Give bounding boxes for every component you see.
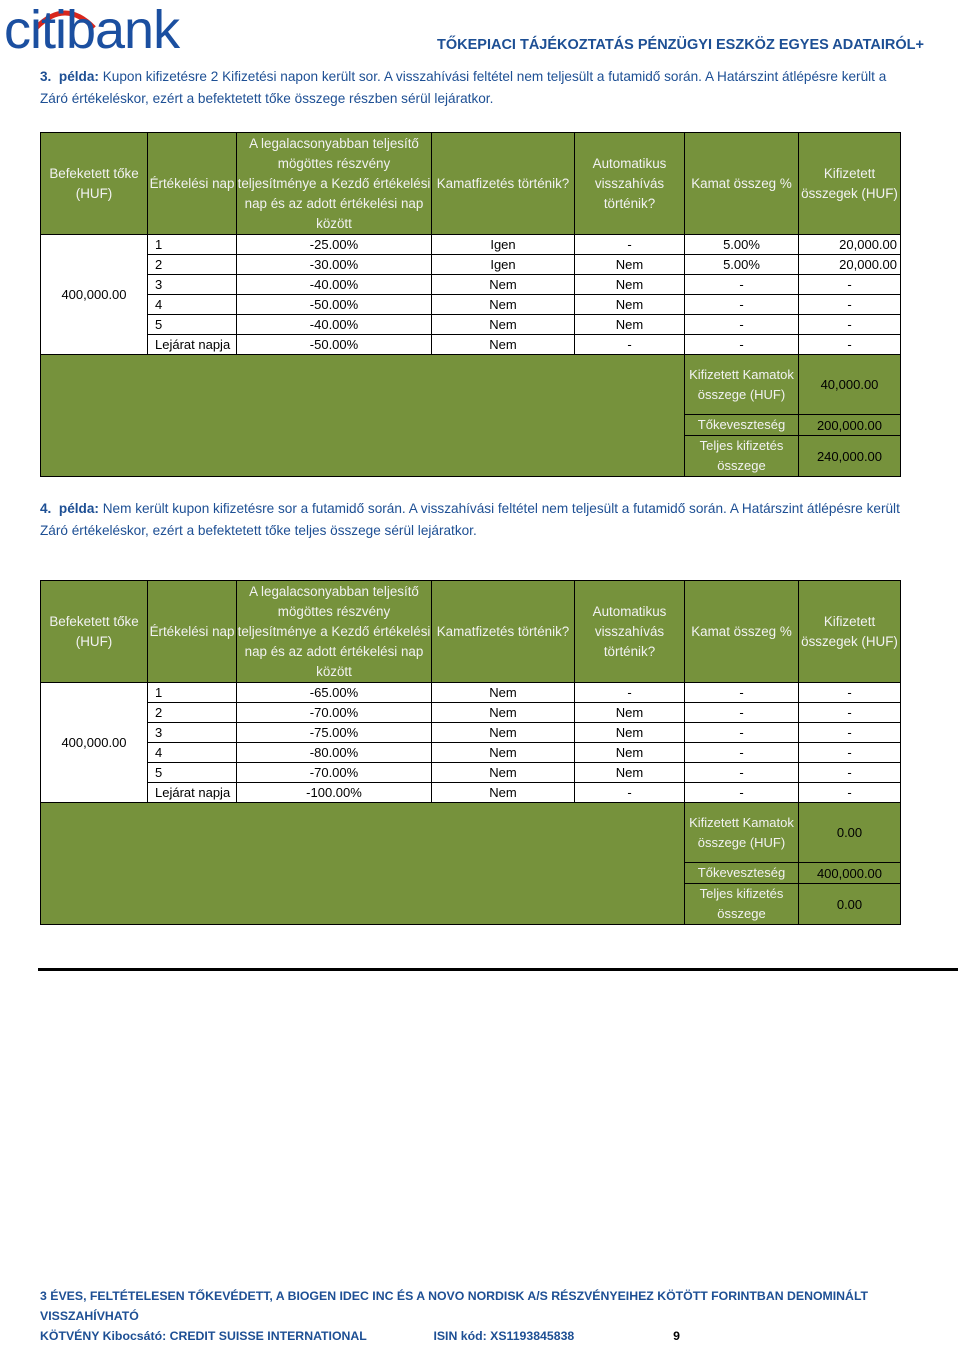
header-rate: Kamat összeg % bbox=[685, 581, 799, 683]
cell-day: 3 bbox=[148, 275, 237, 295]
cell-perf: -80.00% bbox=[237, 743, 432, 763]
cell-autocall: - bbox=[575, 335, 685, 355]
cell-coupon: Nem bbox=[432, 315, 575, 335]
page-footer bbox=[40, 1286, 940, 1346]
summary-loss-label: Tőkeveszteség bbox=[685, 863, 799, 884]
header-performance: A legalacsonyabban teljesítő mögöttes részvény teljesítménye a Kezdő értékelési nap és az adott értékelési nap között bbox=[237, 581, 432, 683]
example3-table bbox=[40, 132, 901, 477]
cell-rate: 5.00% bbox=[685, 255, 799, 275]
header-coupon: Kamatfizetés történik? bbox=[432, 133, 575, 235]
cell-rate: - bbox=[685, 275, 799, 295]
invested-value: 400,000.00 bbox=[41, 683, 148, 803]
cell-perf: -50.00% bbox=[237, 295, 432, 315]
cell-paid: - bbox=[799, 763, 901, 783]
cell-rate: - bbox=[685, 763, 799, 783]
cell-rate: - bbox=[685, 295, 799, 315]
example4-text-line2: Záró értékeléskor, ezért a befektetett tőke teljes összege sérül lejáratkor. bbox=[40, 523, 477, 538]
example3-label: példa: bbox=[58, 69, 99, 84]
cell-rate: - bbox=[685, 683, 799, 703]
summary-interest-label: Kifizetett Kamatok összege (HUF) bbox=[685, 355, 799, 415]
table-row bbox=[41, 235, 901, 255]
example3-text-line1: Kupon kifizetésre 2 Kifizetési napon került sor. A visszahívási feltétel nem teljesült a futamidő során. A Határszint átlépésre került a bbox=[102, 69, 887, 84]
cell-perf: -50.00% bbox=[237, 335, 432, 355]
summary-blank-area bbox=[41, 355, 685, 477]
cell-paid: - bbox=[799, 723, 901, 743]
document-header-title: TŐKEPIACI TÁJÉKOZTATÁS PÉNZÜGYI ESZKÖZ EGYES ADATAIRÓL+ bbox=[437, 37, 924, 53]
example4-label: példa: bbox=[58, 501, 99, 516]
table-row bbox=[41, 783, 901, 803]
cell-autocall: - bbox=[575, 683, 685, 703]
table-row bbox=[41, 295, 901, 315]
summary-interest-label: Kifizetett Kamatok összege (HUF) bbox=[685, 803, 799, 863]
cell-paid: - bbox=[799, 683, 901, 703]
footer-line1: 3 ÉVES, FELTÉTELESEN TŐKEVÉDETT, A BIOGEN IDEC INC ÉS A NOVO NORDISK A/S RÉSZVÉNYEIHEZ KÖTÖTT FORINTBAN DENOMINÁLT VISSZAHÍVHATÓ bbox=[40, 1289, 869, 1323]
cell-day: 1 bbox=[148, 683, 237, 703]
horizontal-divider bbox=[38, 968, 958, 971]
cell-paid: 20,000.00 bbox=[799, 235, 901, 255]
header-valuation-day: Értékelési nap bbox=[148, 133, 237, 235]
cell-paid: - bbox=[799, 275, 901, 295]
cell-perf: -70.00% bbox=[237, 763, 432, 783]
summary-blank-area bbox=[41, 803, 685, 925]
footer-issuer: KÖTVÉNY Kibocsátó: CREDIT SUISSE INTERNATIONAL bbox=[40, 1329, 367, 1343]
cell-day: 3 bbox=[148, 723, 237, 743]
example4-text-line1: Nem került kupon kifizetésre sor a futamidő során. A visszahívási feltétel nem teljesült a futamidő során. A Határszint átlépésre került bbox=[102, 501, 900, 516]
cell-coupon: Nem bbox=[432, 703, 575, 723]
cell-day: 2 bbox=[148, 255, 237, 275]
cell-day: 5 bbox=[148, 763, 237, 783]
table-header-row bbox=[41, 581, 901, 683]
cell-paid: 20,000.00 bbox=[799, 255, 901, 275]
table-row bbox=[41, 703, 901, 723]
cell-autocall: Nem bbox=[575, 743, 685, 763]
summary-total-value: 240,000.00 bbox=[799, 436, 901, 477]
page-number: 9 bbox=[673, 1329, 680, 1343]
cell-coupon: Nem bbox=[432, 783, 575, 803]
footer-isin: ISIN kód: XS1193845838 bbox=[433, 1329, 575, 1343]
cell-coupon: Nem bbox=[432, 335, 575, 355]
cell-perf: -75.00% bbox=[237, 723, 432, 743]
cell-paid: - bbox=[799, 335, 901, 355]
cell-autocall: Nem bbox=[575, 295, 685, 315]
cell-perf: -30.00% bbox=[237, 255, 432, 275]
cell-coupon: Nem bbox=[432, 743, 575, 763]
summary-interest-value: 0.00 bbox=[799, 803, 901, 863]
cell-perf: -40.00% bbox=[237, 275, 432, 295]
header-invested: Befeketett tőke (HUF) bbox=[41, 133, 148, 235]
summary-interest-row bbox=[41, 355, 901, 415]
cell-perf: -40.00% bbox=[237, 315, 432, 335]
cell-day: 4 bbox=[148, 295, 237, 315]
cell-rate: - bbox=[685, 783, 799, 803]
cell-rate: - bbox=[685, 703, 799, 723]
cell-paid: - bbox=[799, 743, 901, 763]
invested-value: 400,000.00 bbox=[41, 235, 148, 355]
table-row bbox=[41, 335, 901, 355]
logo-text: citibank bbox=[4, 0, 180, 60]
cell-day: Lejárat napja bbox=[148, 335, 237, 355]
table-header-row bbox=[41, 133, 901, 235]
example3-number: 3. bbox=[40, 69, 52, 84]
cell-day: Lejárat napja bbox=[148, 783, 237, 803]
header-autocall: Automatikus visszahívás történik? bbox=[575, 581, 685, 683]
example4-table bbox=[40, 580, 901, 925]
example4-description bbox=[40, 498, 960, 542]
table-row bbox=[41, 683, 901, 703]
cell-coupon: Nem bbox=[432, 763, 575, 783]
cell-paid: - bbox=[799, 295, 901, 315]
example3-text-line2: Záró értékeléskor, ezért a befektetett tőke összege részben sérül lejáratkor. bbox=[40, 91, 494, 106]
table-row bbox=[41, 255, 901, 275]
example3-description bbox=[40, 66, 960, 110]
cell-rate: 5.00% bbox=[685, 235, 799, 255]
cell-day: 5 bbox=[148, 315, 237, 335]
cell-perf: -70.00% bbox=[237, 703, 432, 723]
cell-coupon: Nem bbox=[432, 275, 575, 295]
cell-autocall: Nem bbox=[575, 255, 685, 275]
cell-autocall: - bbox=[575, 783, 685, 803]
cell-rate: - bbox=[685, 723, 799, 743]
header-invested: Befeketett tőke (HUF) bbox=[41, 581, 148, 683]
cell-autocall: Nem bbox=[575, 763, 685, 783]
header-valuation-day: Értékelési nap bbox=[148, 581, 237, 683]
example4-number: 4. bbox=[40, 501, 52, 516]
table-row bbox=[41, 763, 901, 783]
header-paid: Kifizetett összegek (HUF) bbox=[799, 581, 901, 683]
summary-loss-value: 200,000.00 bbox=[799, 415, 901, 436]
citibank-logo bbox=[2, 2, 212, 58]
summary-interest-row bbox=[41, 803, 901, 863]
cell-coupon: Nem bbox=[432, 295, 575, 315]
header-coupon: Kamatfizetés történik? bbox=[432, 581, 575, 683]
cell-rate: - bbox=[685, 743, 799, 763]
cell-perf: -25.00% bbox=[237, 235, 432, 255]
cell-autocall: Nem bbox=[575, 315, 685, 335]
header-performance: A legalacsonyabban teljesítő mögöttes részvény teljesítménye a Kezdő értékelési nap és az adott értékelési nap között bbox=[237, 133, 432, 235]
table-row bbox=[41, 315, 901, 335]
cell-perf: -65.00% bbox=[237, 683, 432, 703]
header-paid: Kifizetett összegek (HUF) bbox=[799, 133, 901, 235]
cell-day: 1 bbox=[148, 235, 237, 255]
table-row bbox=[41, 275, 901, 295]
header-rate: Kamat összeg % bbox=[685, 133, 799, 235]
cell-autocall: - bbox=[575, 235, 685, 255]
summary-interest-value: 40,000.00 bbox=[799, 355, 901, 415]
cell-paid: - bbox=[799, 703, 901, 723]
cell-coupon: Igen bbox=[432, 235, 575, 255]
summary-total-value: 0.00 bbox=[799, 884, 901, 925]
table-row bbox=[41, 743, 901, 763]
cell-paid: - bbox=[799, 315, 901, 335]
cell-coupon: Igen bbox=[432, 255, 575, 275]
summary-loss-value: 400,000.00 bbox=[799, 863, 901, 884]
header-autocall: Automatikus visszahívás történik? bbox=[575, 133, 685, 235]
cell-rate: - bbox=[685, 335, 799, 355]
cell-autocall: Nem bbox=[575, 723, 685, 743]
cell-perf: -100.00% bbox=[237, 783, 432, 803]
summary-total-label: Teljes kifizetés összege bbox=[685, 436, 799, 477]
cell-coupon: Nem bbox=[432, 683, 575, 703]
summary-loss-label: Tőkeveszteség bbox=[685, 415, 799, 436]
cell-autocall: Nem bbox=[575, 703, 685, 723]
summary-total-label: Teljes kifizetés összege bbox=[685, 884, 799, 925]
cell-rate: - bbox=[685, 315, 799, 335]
cell-paid: - bbox=[799, 783, 901, 803]
table-row bbox=[41, 723, 901, 743]
cell-day: 2 bbox=[148, 703, 237, 723]
cell-autocall: Nem bbox=[575, 275, 685, 295]
cell-day: 4 bbox=[148, 743, 237, 763]
cell-coupon: Nem bbox=[432, 723, 575, 743]
